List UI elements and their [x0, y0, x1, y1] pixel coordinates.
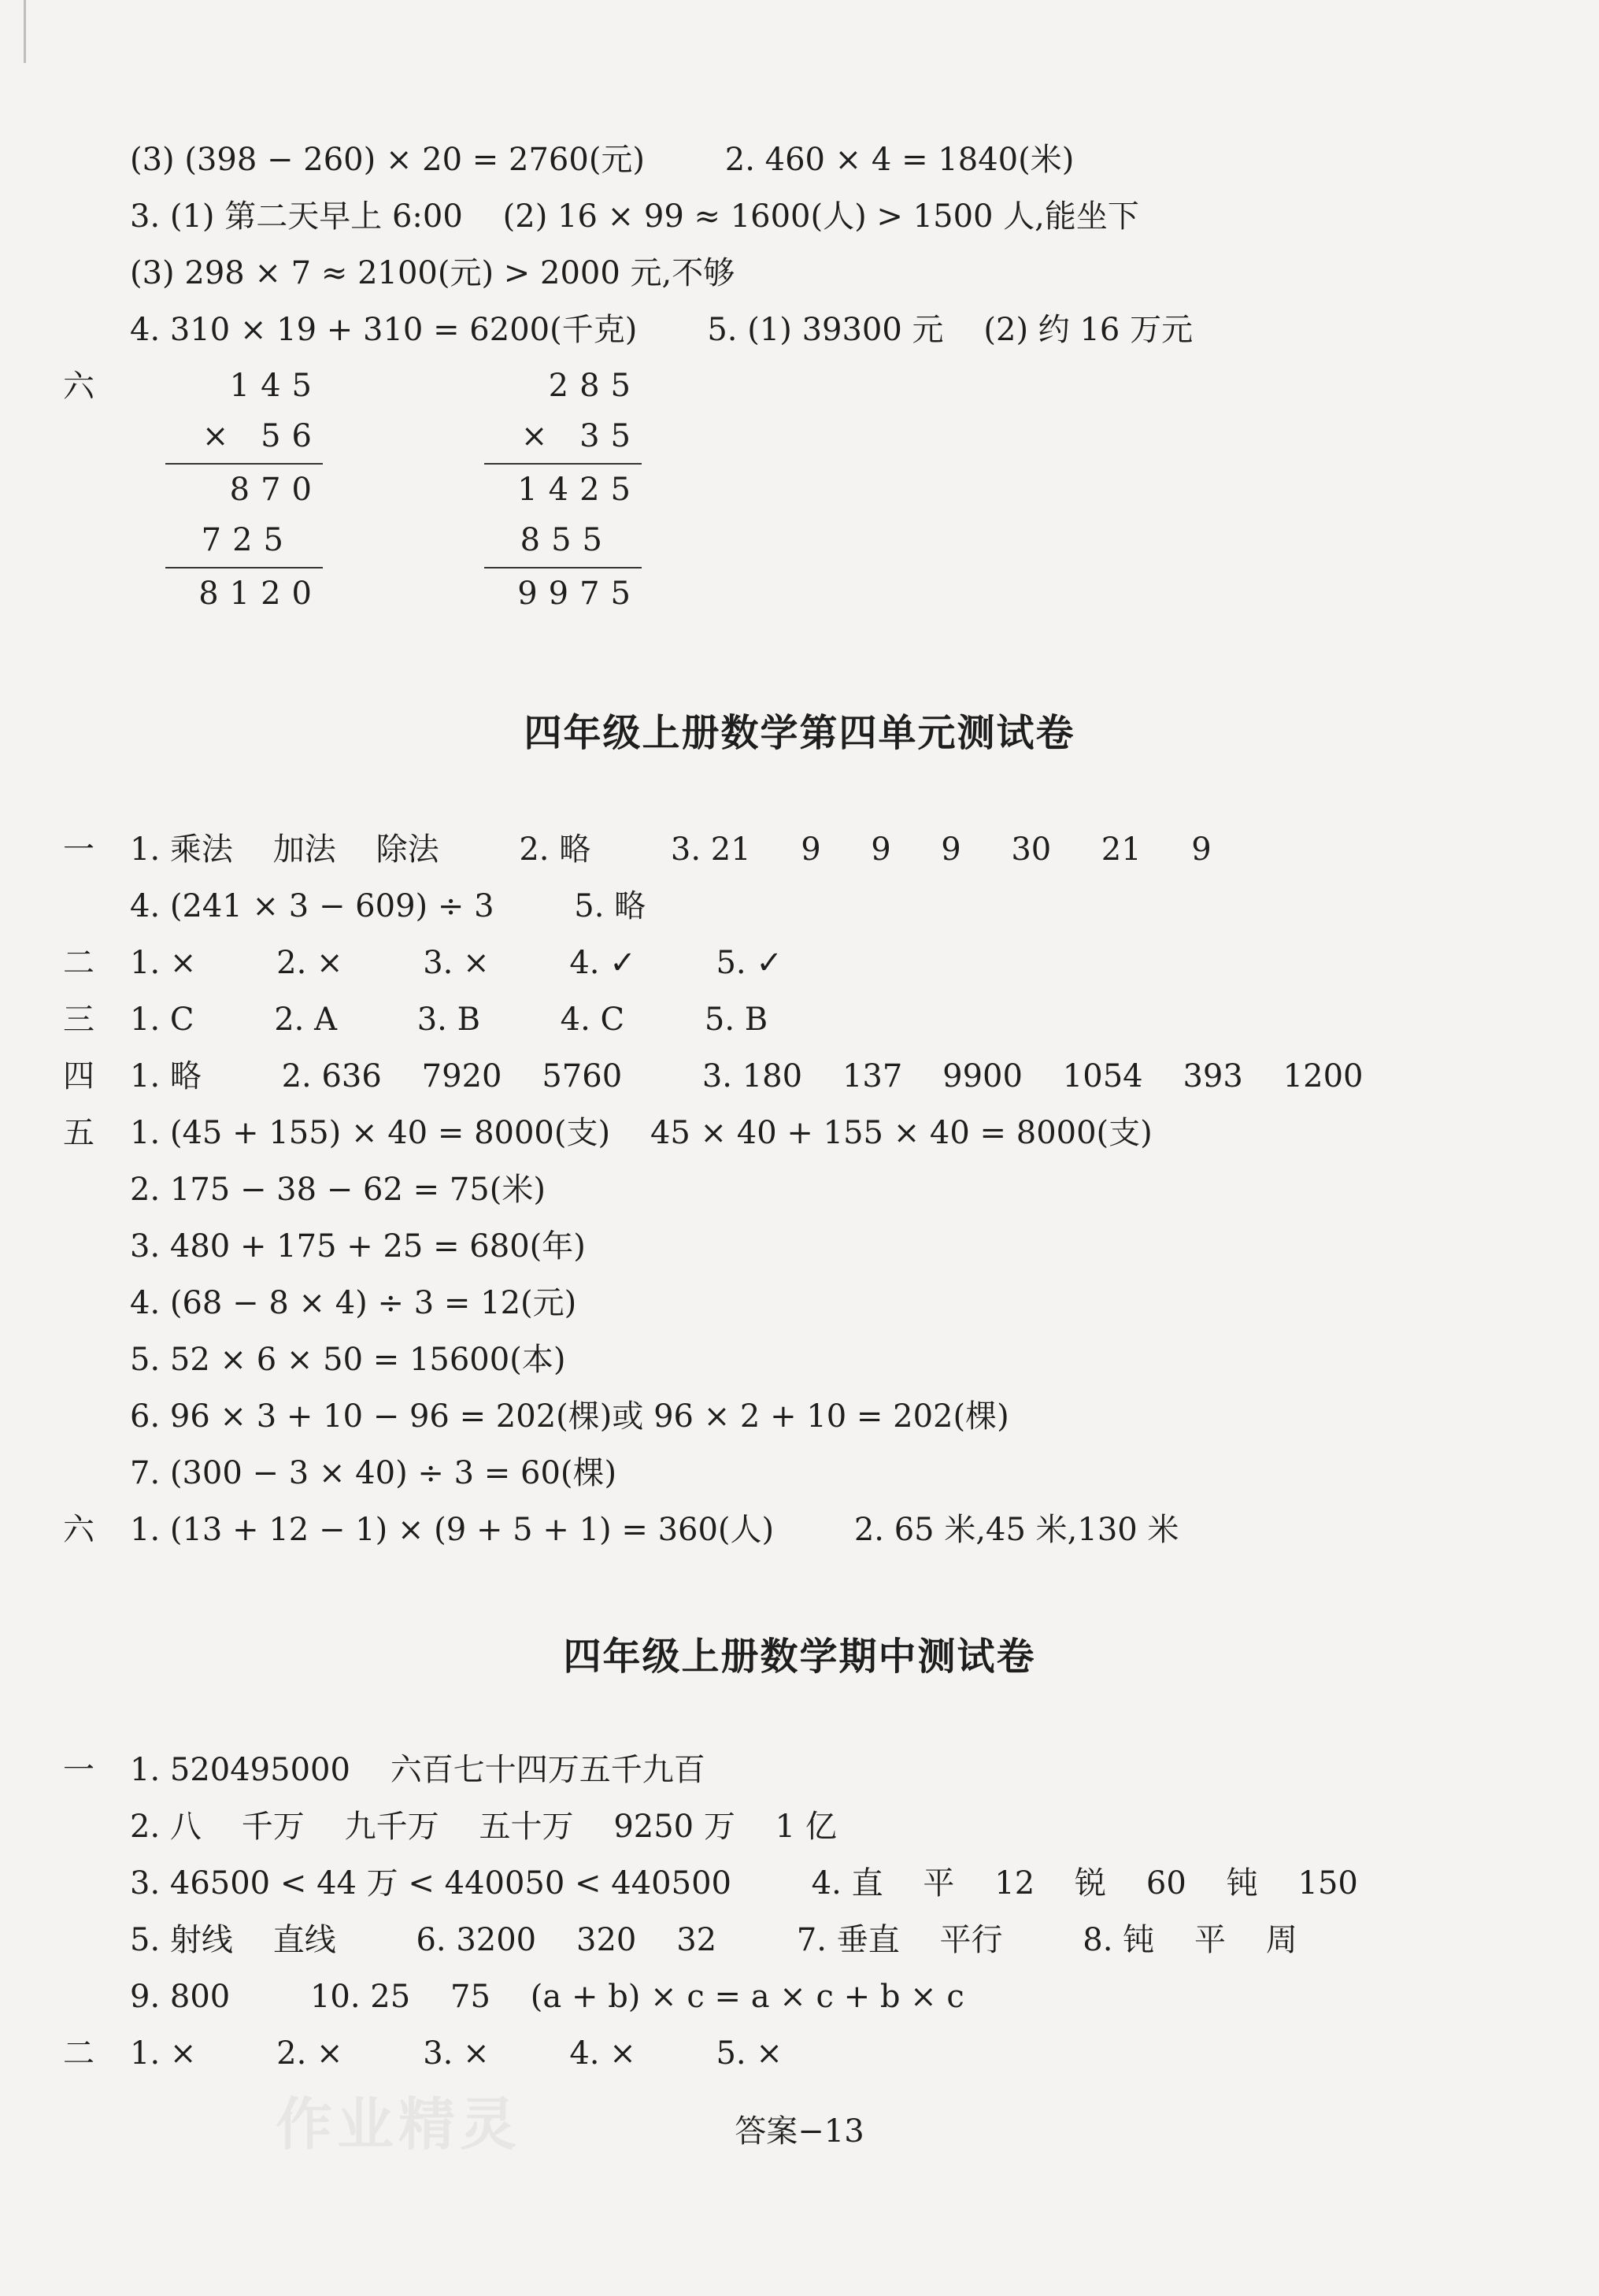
- multiplier: × 35: [520, 418, 642, 454]
- answer-text: 2. 八 千万 九千万 五十万 9250 万 1 亿: [130, 1809, 837, 1845]
- section-marker: 六: [63, 368, 94, 405]
- section-marker: 一: [63, 1752, 94, 1788]
- answer-line: [0, 1855, 1599, 1912]
- section-marker: 二: [63, 945, 94, 981]
- product-result: 8120: [198, 576, 323, 612]
- section-title-unit-four: 四年级上册数学第四单元测试卷: [524, 711, 1075, 755]
- answer-text: 4. 310 × 19 + 310 = 6200(千克) 5. (1) 39300 元 (2) 约 16 万元: [130, 312, 1194, 348]
- vertical-multiplication-2: [484, 361, 642, 620]
- answer-text: (3) (398 − 260) × 20 = 2760(元) 2. 460 × 4 = 1840(米): [130, 142, 1075, 178]
- answer-text: 5. 射线 直线 6. 3200 320 32 7. 垂直 平行 8. 钝 平 周: [130, 1922, 1297, 1958]
- answer-line: [0, 1218, 1599, 1275]
- section-marker: 六: [63, 1512, 94, 1548]
- answer-text: 9. 800 10. 25 75 (a + b) × c = a × c + b × c: [130, 1979, 964, 2015]
- multiplicand: 145: [229, 368, 323, 404]
- answer-line: [0, 1105, 1599, 1161]
- answer-line: [0, 302, 1599, 358]
- answer-text: 1. (45 + 155) × 40 = 8000(支) 45 × 40 + 155 × 40 = 8000(支): [130, 1115, 1153, 1151]
- answer-line: [0, 821, 1599, 878]
- answer-text: 1. 520495000 六百七十四万五千九百: [130, 1752, 705, 1788]
- vertical-multiplication-1: [165, 361, 323, 620]
- answer-text: 6. 96 × 3 + 10 − 96 = 202(棵)或 96 × 2 + 10 = 202(棵): [130, 1398, 1009, 1435]
- section-marker: 五: [63, 1115, 94, 1151]
- answer-line: [0, 1388, 1599, 1445]
- answer-line: [0, 935, 1599, 991]
- partial-product: 870: [229, 472, 323, 508]
- section-title-midterm: 四年级上册数学期中测试卷: [563, 1635, 1036, 1679]
- answer-text: 1. × 2. × 3. × 4. × 5. ×: [130, 2035, 783, 2072]
- partial-product: 725: [201, 522, 294, 558]
- answer-line: [0, 1161, 1599, 1218]
- section-marker: 四: [63, 1058, 94, 1094]
- answer-line: [0, 1742, 1599, 1798]
- answer-line: [0, 245, 1599, 302]
- answer-text: 1. 略 2. 636 7920 5760 3. 180 137 9900 1054 393 1200: [130, 1058, 1364, 1094]
- section-marker: 三: [63, 1002, 94, 1038]
- answer-text: 3. 46500 < 44 万 < 440050 < 440500 4. 直 平 12 锐 60 钝 150: [130, 1865, 1358, 1902]
- answer-text: 3. 480 + 175 + 25 = 680(年): [130, 1228, 586, 1265]
- answer-text: 1. × 2. × 3. × 4. ✓ 5. ✓: [130, 945, 783, 981]
- answer-line: [0, 1275, 1599, 1331]
- answer-line: [0, 1502, 1599, 1558]
- section-marker: 一: [63, 831, 94, 868]
- answer-line: [0, 1912, 1599, 1968]
- product-result: 9975: [517, 576, 642, 612]
- answer-line: [0, 188, 1599, 245]
- multiplicand: 285: [548, 368, 642, 404]
- answer-line: [0, 878, 1599, 935]
- page-footer-number: 答案−13: [735, 2113, 864, 2150]
- answer-text: 4. (68 − 8 × 4) ÷ 3 = 12(元): [130, 1285, 577, 1321]
- answer-line: [0, 991, 1599, 1048]
- answer-line: [0, 1968, 1599, 2025]
- answer-text: 4. (241 × 3 − 609) ÷ 3 5. 略: [130, 888, 646, 924]
- answer-line: [0, 131, 1599, 188]
- answer-text: 1. 乘法 加法 除法 2. 略 3. 21 9 9 9 30 21 9: [130, 831, 1212, 868]
- answer-text: 1. (13 + 12 − 1) × (9 + 5 + 1) = 360(人) 2. 65 米,45 米,130 米: [130, 1512, 1179, 1548]
- watermark-text: 作业精灵: [276, 2091, 522, 2157]
- answer-line: [0, 1445, 1599, 1502]
- multiplier: × 56: [202, 418, 323, 454]
- answer-line: [0, 1048, 1599, 1105]
- answer-line: [0, 1331, 1599, 1388]
- answer-line: [0, 1798, 1599, 1855]
- answer-text: 2. 175 − 38 − 62 = 75(米): [130, 1172, 546, 1208]
- answer-line: [0, 2025, 1599, 2082]
- partial-product: 1425: [517, 472, 642, 508]
- page-edge-line: [24, 0, 26, 63]
- partial-product: 855: [520, 522, 613, 558]
- answer-text: 3. (1) 第二天早上 6:00 (2) 16 × 99 ≈ 1600(人) > 1500 人,能坐下: [130, 198, 1139, 235]
- answer-text: 1. C 2. A 3. B 4. C 5. B: [130, 1002, 768, 1038]
- answer-text: 7. (300 − 3 × 40) ÷ 3 = 60(棵): [130, 1455, 617, 1491]
- section-marker: 二: [63, 2035, 94, 2072]
- answer-text: (3) 298 × 7 ≈ 2100(元) > 2000 元,不够: [130, 255, 735, 291]
- answer-text: 5. 52 × 6 × 50 = 15600(本): [130, 1342, 566, 1378]
